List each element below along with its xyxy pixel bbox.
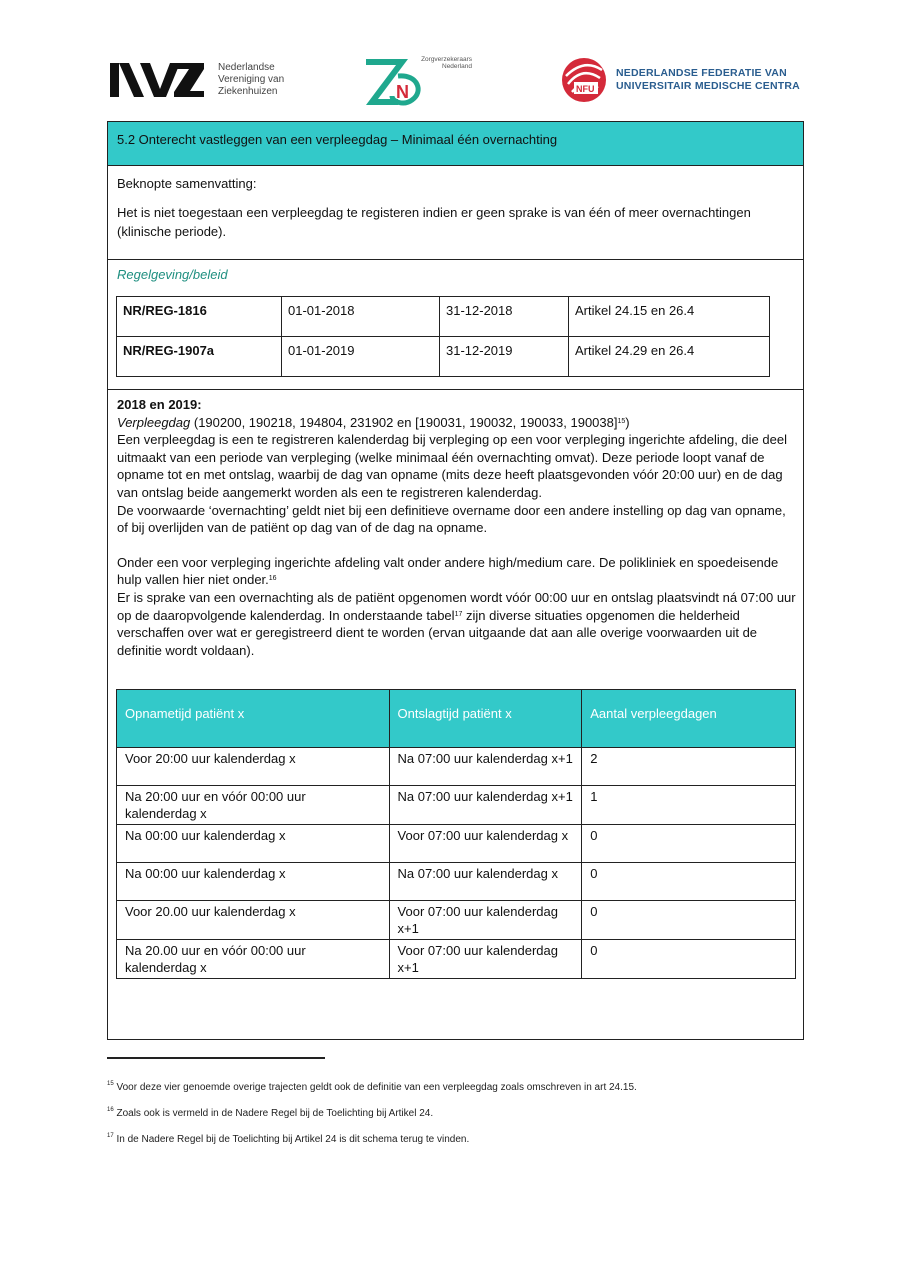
- admission-cell: Voor 20.00 uur kalenderdag x: [117, 901, 390, 940]
- discharge-cell: Voor 07:00 uur kalenderdag x: [389, 825, 582, 863]
- definition-line: [117, 414, 797, 432]
- discharge-cell: Na 07:00 uur kalenderdag x+1: [389, 748, 582, 786]
- admission-cell: Na 20.00 uur en vóór 00:00 uur kalenderdag x: [117, 940, 390, 979]
- nfu-logo: [560, 56, 800, 104]
- table-row: [117, 786, 796, 825]
- regulation-article: Artikel 24.29 en 26.4: [569, 337, 770, 377]
- table-row: [117, 940, 796, 979]
- days-cell: 0: [582, 940, 796, 979]
- footnote-ref-17[interactable]: 17: [454, 610, 463, 618]
- days-cell: 0: [582, 901, 796, 940]
- nvz-logo: [110, 62, 284, 98]
- definition-close: ): [625, 414, 630, 430]
- admission-cell: Voor 20:00 uur kalenderdag x: [117, 748, 390, 786]
- definition-codes: (190200, 190218, 194804, 231902 en [190031, 190032, 190033, 190038]: [190, 414, 618, 430]
- footnotes: [107, 1082, 637, 1160]
- paragraph-4: [117, 589, 797, 659]
- paragraph-3: [117, 554, 797, 589]
- definition-body: [117, 396, 797, 659]
- footnote-ref-15[interactable]: 15: [617, 417, 626, 425]
- header-logos: [0, 52, 900, 112]
- paragraph-3-text: Onder een voor verpleging ingerichte afdeling valt onder andere high/medium care. De polikliniek en spoedeisende hulp vallen hier niet onder.: [117, 554, 779, 588]
- nfu-logo-mark-icon: [560, 56, 608, 104]
- header-discharge-time: Ontslagtijd patiënt x: [389, 690, 582, 748]
- nfu-line-1: NEDERLANDSE FEDERATIE VAN: [616, 67, 787, 79]
- nvz-logo-text: [218, 62, 284, 98]
- regulation-end-date: 31-12-2019: [440, 337, 569, 377]
- nfu-line-2: UNIVERSITAIR MEDISCHE CENTRA: [616, 80, 800, 92]
- regulation-article: Artikel 24.15 en 26.4: [569, 297, 770, 337]
- regulation-row: [117, 297, 770, 337]
- regulation-row: [117, 337, 770, 377]
- discharge-cell: Voor 07:00 uur kalenderdag x+1: [389, 901, 582, 940]
- discharge-cell: Voor 07:00 uur kalenderdag x+1: [389, 940, 582, 979]
- table-row: [117, 901, 796, 940]
- years-heading: 2018 en 2019:: [117, 397, 202, 412]
- days-cell: 0: [582, 825, 796, 863]
- regulation-end-date: 31-12-2018: [440, 297, 569, 337]
- footnote-number: 15: [107, 1081, 114, 1087]
- svg-text:NFU: NFU: [576, 84, 595, 94]
- paragraph-1: Een verpleegdag is een te registreren kalenderdag bij verpleging op een voor verpleging ingerichte afdeling, die deel uitmaakt van een periode van verpleging (welke minimaal één overnachting omvat). Deze periode loopt vanaf de opname tot en met ontslag, waarbij de dag van opname (mits deze heeft plaatsgevonden vóór 20:00 uur) en de dag van ontslag beide aangemerkt worden als een te registreren kalenderdag.: [117, 432, 787, 500]
- admission-cell: Na 00:00 uur kalenderdag x: [117, 825, 390, 863]
- regulation-id: NR/REG-1907a: [117, 337, 282, 377]
- discharge-cell: Na 07:00 uur kalenderdag x: [389, 863, 582, 901]
- nvz-line-3: Ziekenhuizen: [218, 86, 278, 97]
- table-row: [117, 825, 796, 863]
- paragraph-2: De voorwaarde ‘overnachting’ geldt niet bij een definitieve overname door een andere instelling op dag van opname, of bij overlijden van de patiënt op dag van of de dag na opname.: [117, 502, 786, 536]
- footnote-number: 17: [107, 1133, 114, 1139]
- zn-logo: [362, 56, 472, 108]
- admission-cell: Na 20:00 uur en vóór 00:00 uur kalenderdag x: [117, 786, 390, 825]
- nfu-logo-text: [616, 67, 800, 93]
- nvz-line-1: Nederlandse: [218, 62, 275, 73]
- footnote-16: [107, 1108, 637, 1119]
- footnote-15: [107, 1082, 637, 1093]
- regulation-table: [116, 296, 770, 377]
- header-nursing-days: Aantal verpleegdagen: [582, 690, 796, 748]
- footnote-ref-16[interactable]: 16: [268, 575, 277, 583]
- nvz-line-2: Vereniging van: [218, 74, 285, 85]
- summary-block: [108, 166, 803, 260]
- zn-line-1: Zorgverzekeraars: [421, 56, 472, 63]
- zn-logo-text: [420, 56, 472, 70]
- days-cell: 2: [582, 748, 796, 786]
- summary-label: Beknopte samenvatting:: [117, 176, 257, 191]
- overnight-table: [116, 689, 796, 979]
- footnote-text: Zoals ook is vermeld in de Nadere Regel bij de Toelichting bij Artikel 24.: [113, 1108, 434, 1119]
- section-title: 5.2 Onterecht vastleggen van een verpleegdag – Minimaal één overnachting: [108, 122, 803, 166]
- nvz-logo-mark-icon: [110, 63, 204, 97]
- zn-line-2: Nederland: [442, 63, 472, 70]
- days-cell: 0: [582, 863, 796, 901]
- paragraph-4-text-a: Er is sprake van een overnachting als de patiënt opgenomen wordt vóór 00:00 uur en ontslag plaatsvindt ná 07:00 uur op de daaropvolgende kalenderdag. In onderstaande tabel: [117, 589, 796, 623]
- footnote-17: [107, 1134, 637, 1145]
- footnote-text: In de Nadere Regel bij de Toelichting bij Artikel 24 is dit schema terug te vinden.: [113, 1134, 470, 1145]
- discharge-cell: Na 07:00 uur kalenderdag x+1: [389, 786, 582, 825]
- header-admission-time: Opnametijd patiënt x: [117, 690, 390, 748]
- regulation-id: NR/REG-1816: [117, 297, 282, 337]
- footnote-separator: [107, 1057, 325, 1059]
- table-row: [117, 748, 796, 786]
- days-cell: 1: [582, 786, 796, 825]
- footnote-number: 16: [107, 1107, 114, 1113]
- regulation-block: [108, 260, 803, 390]
- content-frame: [107, 121, 804, 1040]
- footnote-text: Voor deze vier genoemde overige trajecten geldt ook de definitie van een verpleegdag zoals omschreven in art 24.15.: [113, 1082, 637, 1093]
- summary-text: Het is niet toegestaan een verpleegdag te registeren indien er geen sprake is van één of meer overnachtingen (klinische periode).: [117, 205, 751, 239]
- table-row: [117, 863, 796, 901]
- regulation-start-date: 01-01-2019: [282, 337, 440, 377]
- regulation-heading: Regelgeving/beleid: [117, 267, 228, 282]
- table-header-row: [117, 690, 796, 748]
- svg-text:N: N: [396, 82, 409, 102]
- paragraph-4-text-b: zijn diverse situaties opgenomen die helderheid verschaffen over wat er geregistreerd dient te worden (ervan uitgaande dat aan alle overige voorwaarden uit de definitie wordt voldaan).: [117, 607, 758, 658]
- admission-cell: Na 00:00 uur kalenderdag x: [117, 863, 390, 901]
- definition-term: Verpleegdag: [117, 414, 191, 430]
- regulation-start-date: 01-01-2018: [282, 297, 440, 337]
